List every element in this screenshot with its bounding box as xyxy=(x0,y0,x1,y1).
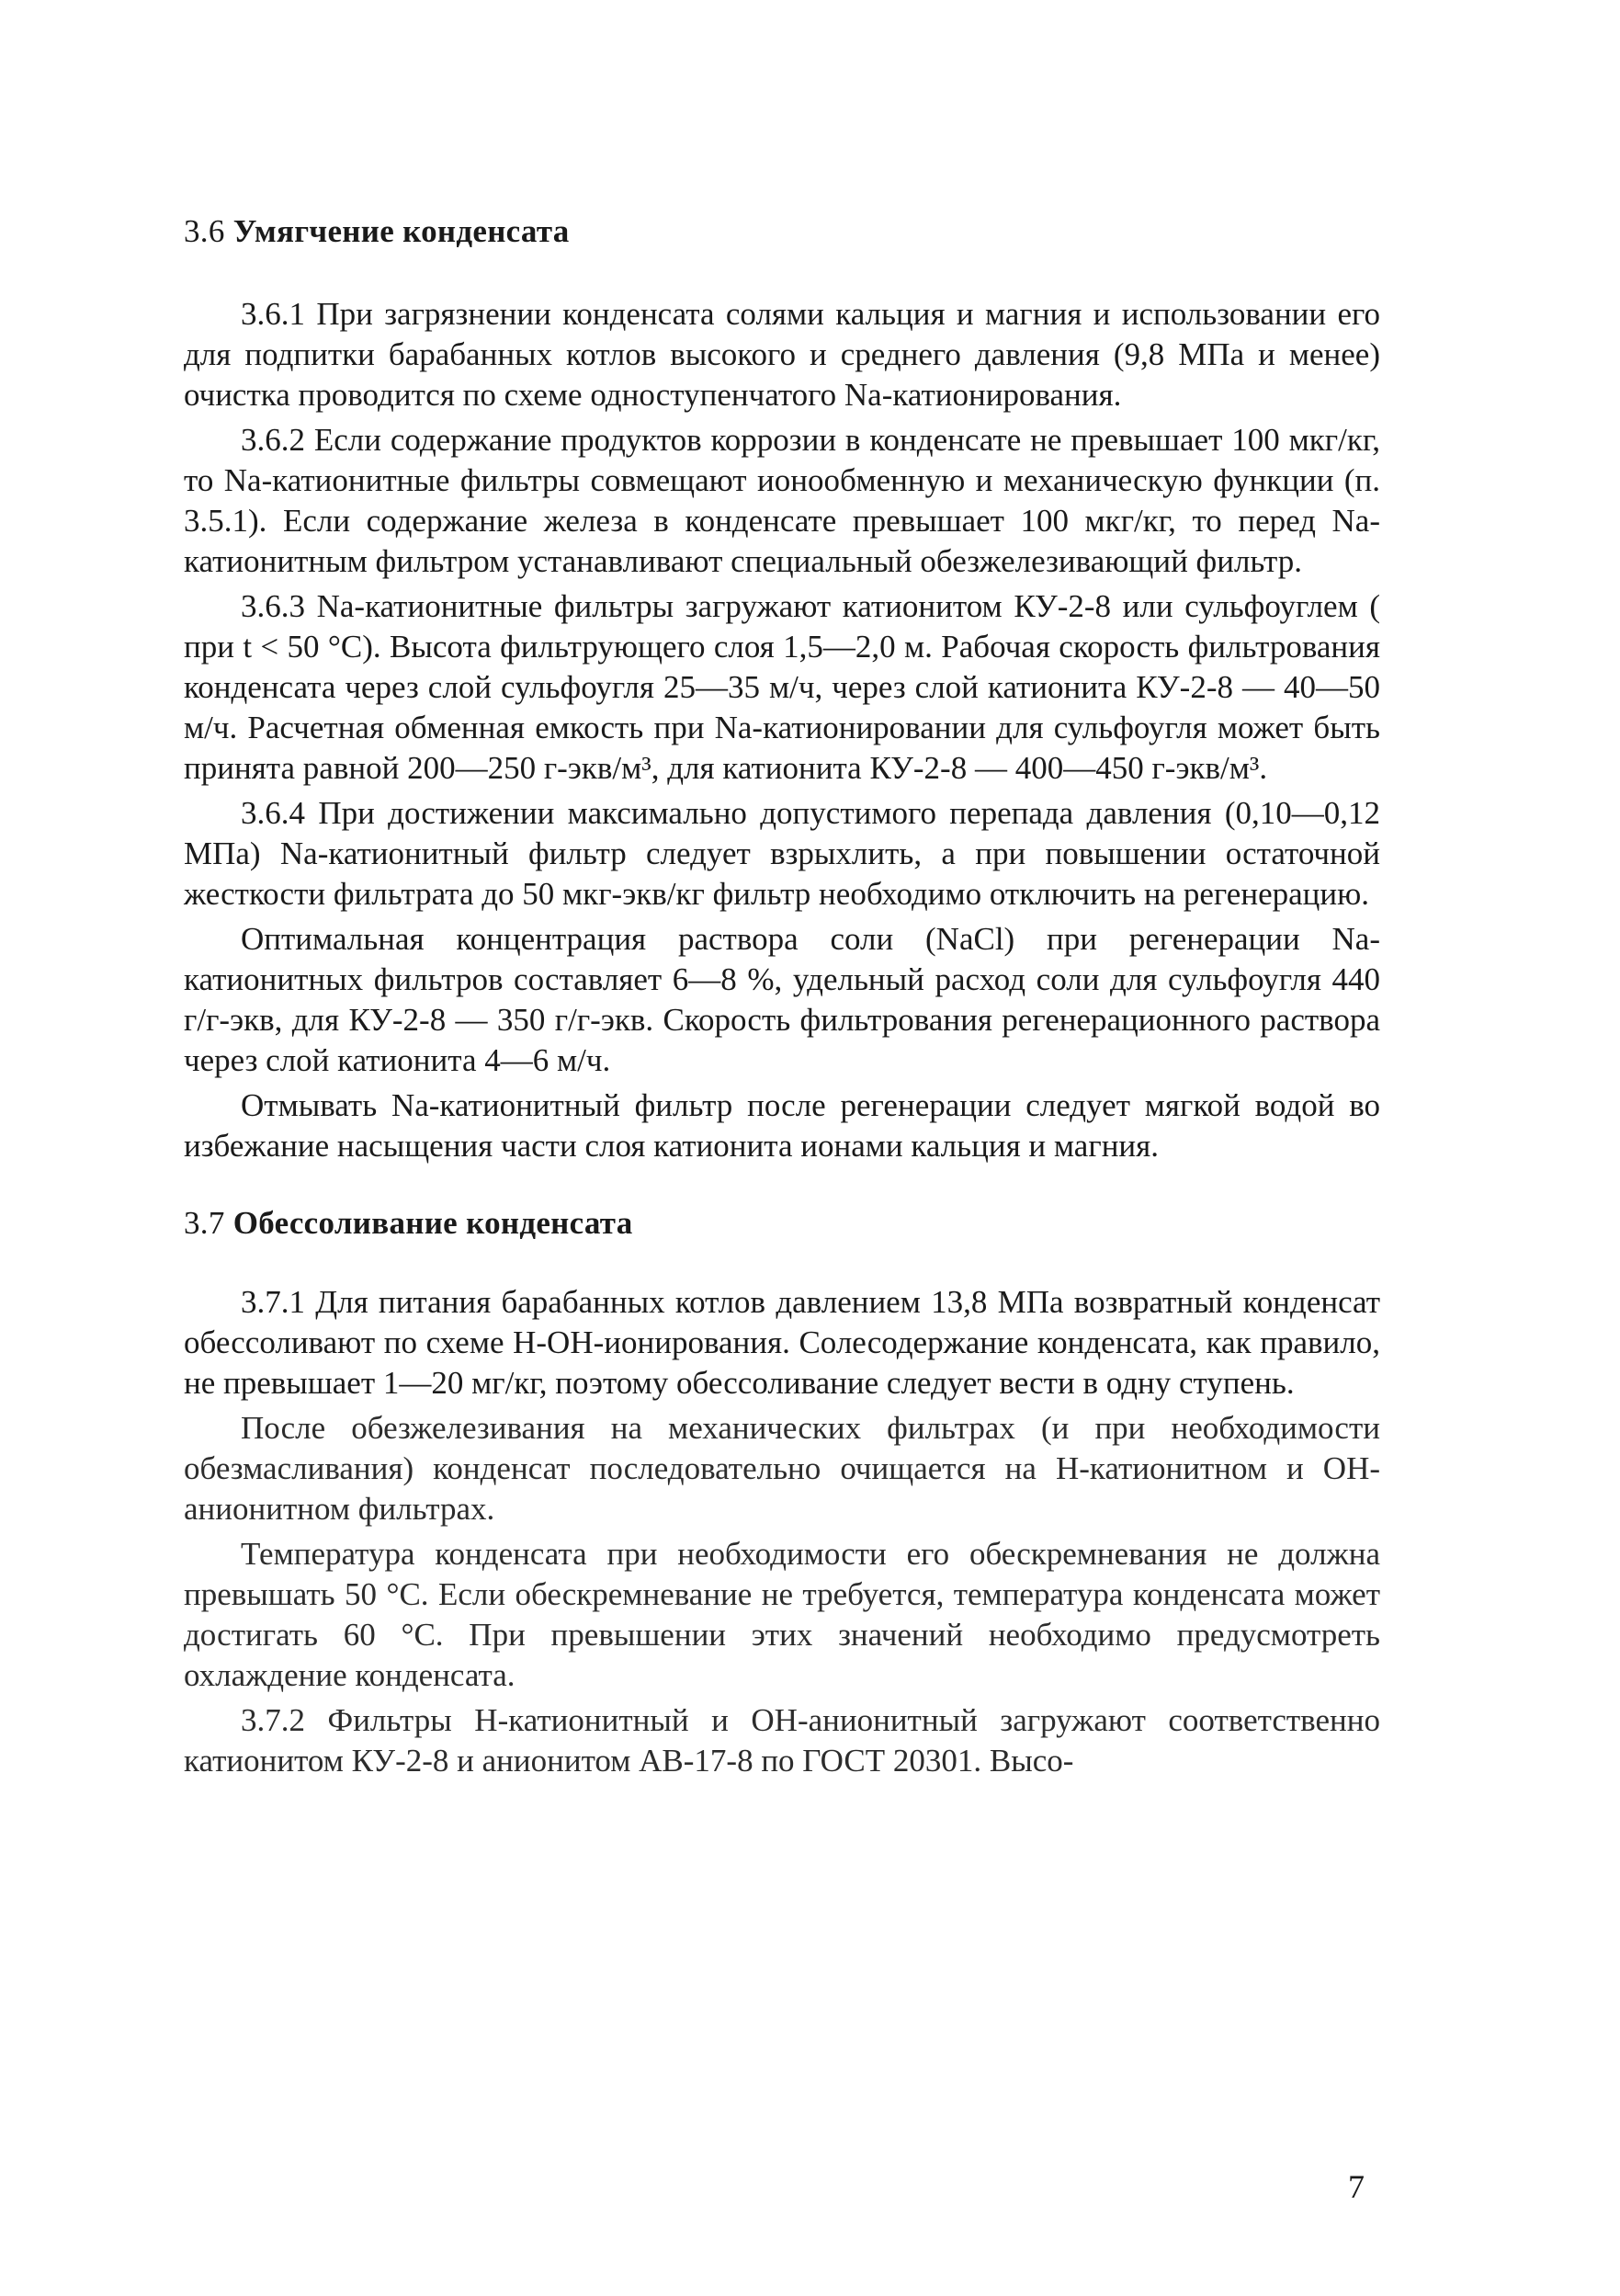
section-number: 3.7 xyxy=(184,1205,225,1241)
section-heading-3-6 xyxy=(184,210,1380,254)
paragraph-3-6-1: 3.6.1 При загрязнении конденсата солями кальция и магния и использовании его для подпитки барабанных котлов высокого и среднего давления (9,8 МПа и менее) очистка проводится по схеме одноступенчатого Na-катионирования. xyxy=(184,296,1380,413)
section-heading-3-7 xyxy=(184,1201,1380,1245)
paragraph-3-7-1: 3.7.1 Для питания барабанных котлов давлением 13,8 МПа возвратный конденсат обессоливают по схеме Н-ОН-ионирования. Солесодержание конденсата, как правило, не превышает 1—20 мг/кг, поэтому обессоливание следует вести в одну ступень. xyxy=(184,1284,1380,1401)
paragraph-deironing: После обезжелезивания на механических фильтрах (и при необходимости обезмасливания) конденсат последовательно очищается на Н-катионитном и ОН-анионитном фильтрах. xyxy=(184,1410,1380,1527)
paragraph-3-7-2: 3.7.2 Фильтры Н-катионитный и ОН-анионитный загружают соответственно катионитом КУ-2-8 и анионитом АВ-17-8 по ГОСТ 20301. Высо- xyxy=(184,1702,1380,1779)
paragraph-temperature: Температура конденсата при необходимости его обескремневания не должна превышать 50 °С. Если обескремневание не требуется, температура конденсата может достигать 60 °С. При превышении этих значений необходимо предусмотреть охлаждение конденсата. xyxy=(184,1536,1380,1693)
paragraph-washing: Отмывать Na-катионитный фильтр после регенерации следует мягкой водой во избежание насыщения части слоя катионита ионами кальция и магния. xyxy=(184,1087,1380,1164)
page-content xyxy=(184,210,1380,1786)
paragraph-3-6-3: 3.6.3 Na-катионитные фильтры загружают катионитом КУ-2-8 или сульфоуглем ( при t < 50 °С). Высота фильтрующего слоя 1,5—2,0 м. Рабочая скорость фильтрования конденсата через слой сульфоугля 25—35 м/ч, через слой катионита КУ-2-8 — 40—50 м/ч. Расчетная обменная емкость при Na-катионировании для сульфоугля может быть принята равной 200—250 г-экв/м³, для катионита КУ-2-8 — 400—450 г-экв/м³. xyxy=(184,588,1380,786)
page-number: 7 xyxy=(1348,2168,1365,2205)
section-title: Обессоливание конденсата xyxy=(232,1205,633,1241)
section-title: Умягчение конденсата xyxy=(232,213,570,249)
paragraph-3-6-2: 3.6.2 Если содержание продуктов коррозии в конденсате не превышает 100 мкг/кг, то Na-катионитные фильтры совмещают ионообменную и механическую функции (п. 3.5.1). Если содержание железа в конденсате превышает 100 мкг/кг, то перед Na-катионитным фильтром устанавливают специальный обезжелезивающий фильтр. xyxy=(184,422,1380,579)
paragraph-3-6-4: 3.6.4 При достижении максимально допустимого перепада давления (0,10—0,12 МПа) Na-катионитный фильтр следует взрыхлить, а при повышении остаточной жесткости фильтрата до 50 мкг-экв/кг фильтр необходимо отключить на регенерацию. xyxy=(184,795,1380,912)
paragraph-regeneration-concentration: Оптимальная концентрация раствора соли (NaCl) при регенерации Na-катионитных фильтров составляет 6—8 %, удельный расход соли для сульфоугля 440 г/г-экв, для КУ-2-8 — 350 г/г-экв. Скорость фильтрования регенерационного раствора через слой катионита 4—6 м/ч. xyxy=(184,921,1380,1078)
section-number: 3.6 xyxy=(184,213,225,249)
